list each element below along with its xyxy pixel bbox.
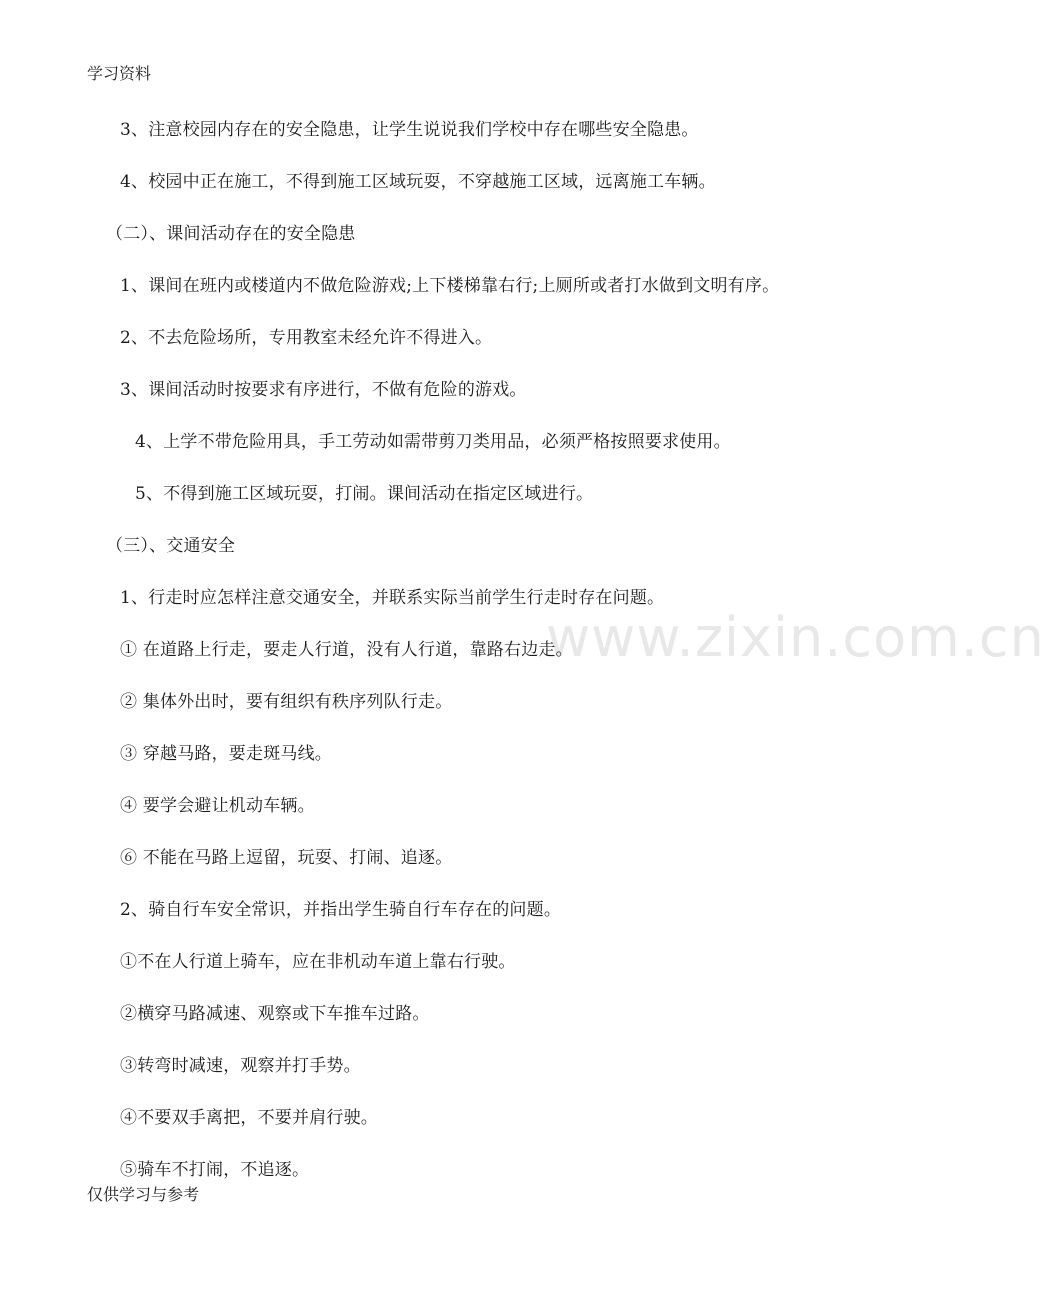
paragraph-line: 3、课间活动时按要求有序进行，不做有危险的游戏。	[120, 380, 527, 400]
paragraph-line: 4、校园中正在施工，不得到施工区域玩耍，不穿越施工区域，远离施工车辆。	[120, 172, 716, 192]
list-item: ②横穿马路减速、观察或下车推车过路。	[120, 1004, 430, 1024]
watermark: www.zixin.com.cn	[546, 606, 1045, 669]
paragraph-line: 4、上学不带危险用具，手工劳动如需带剪刀类用品，必须严格按照要求使用。	[135, 432, 731, 452]
paragraph-line: 1、课间在班内或楼道内不做危险游戏;上下楼梯靠右行;上厕所或者打水做到文明有序。	[120, 276, 780, 296]
list-item: ④ 要学会避让机动车辆。	[120, 796, 315, 816]
section-heading: （二）、课间活动存在的安全隐患	[106, 224, 356, 244]
list-item: ① 在道路上行走，要走人行道，没有人行道，靠路右边走。	[120, 640, 573, 660]
list-item: ①不在人行道上骑车，应在非机动车道上靠右行驶。	[120, 952, 516, 972]
paragraph-line: 2、不去危险场所，专用教室未经允许不得进入。	[120, 328, 493, 348]
list-item: ④不要双手离把，不要并肩行驶。	[120, 1108, 378, 1128]
list-item: ⑥ 不能在马路上逗留，玩耍、打闹、追逐。	[120, 848, 453, 868]
list-item: ③ 穿越马路，要走斑马线。	[120, 744, 333, 764]
list-item: ③转弯时减速，观察并打手势。	[120, 1056, 361, 1076]
paragraph-line: 3、注意校园内存在的安全隐患，让学生说说我们学校中存在哪些安全隐患。	[120, 120, 699, 140]
paragraph-line: 5、不得到施工区域玩耍，打闹。课间活动在指定区域进行。	[135, 484, 594, 504]
paragraph-line: 2、骑自行车安全常识，并指出学生骑自行车存在的问题。	[120, 900, 562, 920]
page-header: 学习资料	[87, 64, 152, 83]
paragraph-line: 1、行走时应怎样注意交通安全，并联系实际当前学生行走时存在问题。	[120, 588, 665, 608]
list-item: ⑤骑车不打闹，不追逐。	[120, 1160, 310, 1180]
section-heading: （三）、交通安全	[106, 536, 236, 556]
list-item: ② 集体外出时，要有组织有秩序列队行走。	[120, 692, 453, 712]
page-footer: 仅供学习与参考	[87, 1185, 200, 1204]
